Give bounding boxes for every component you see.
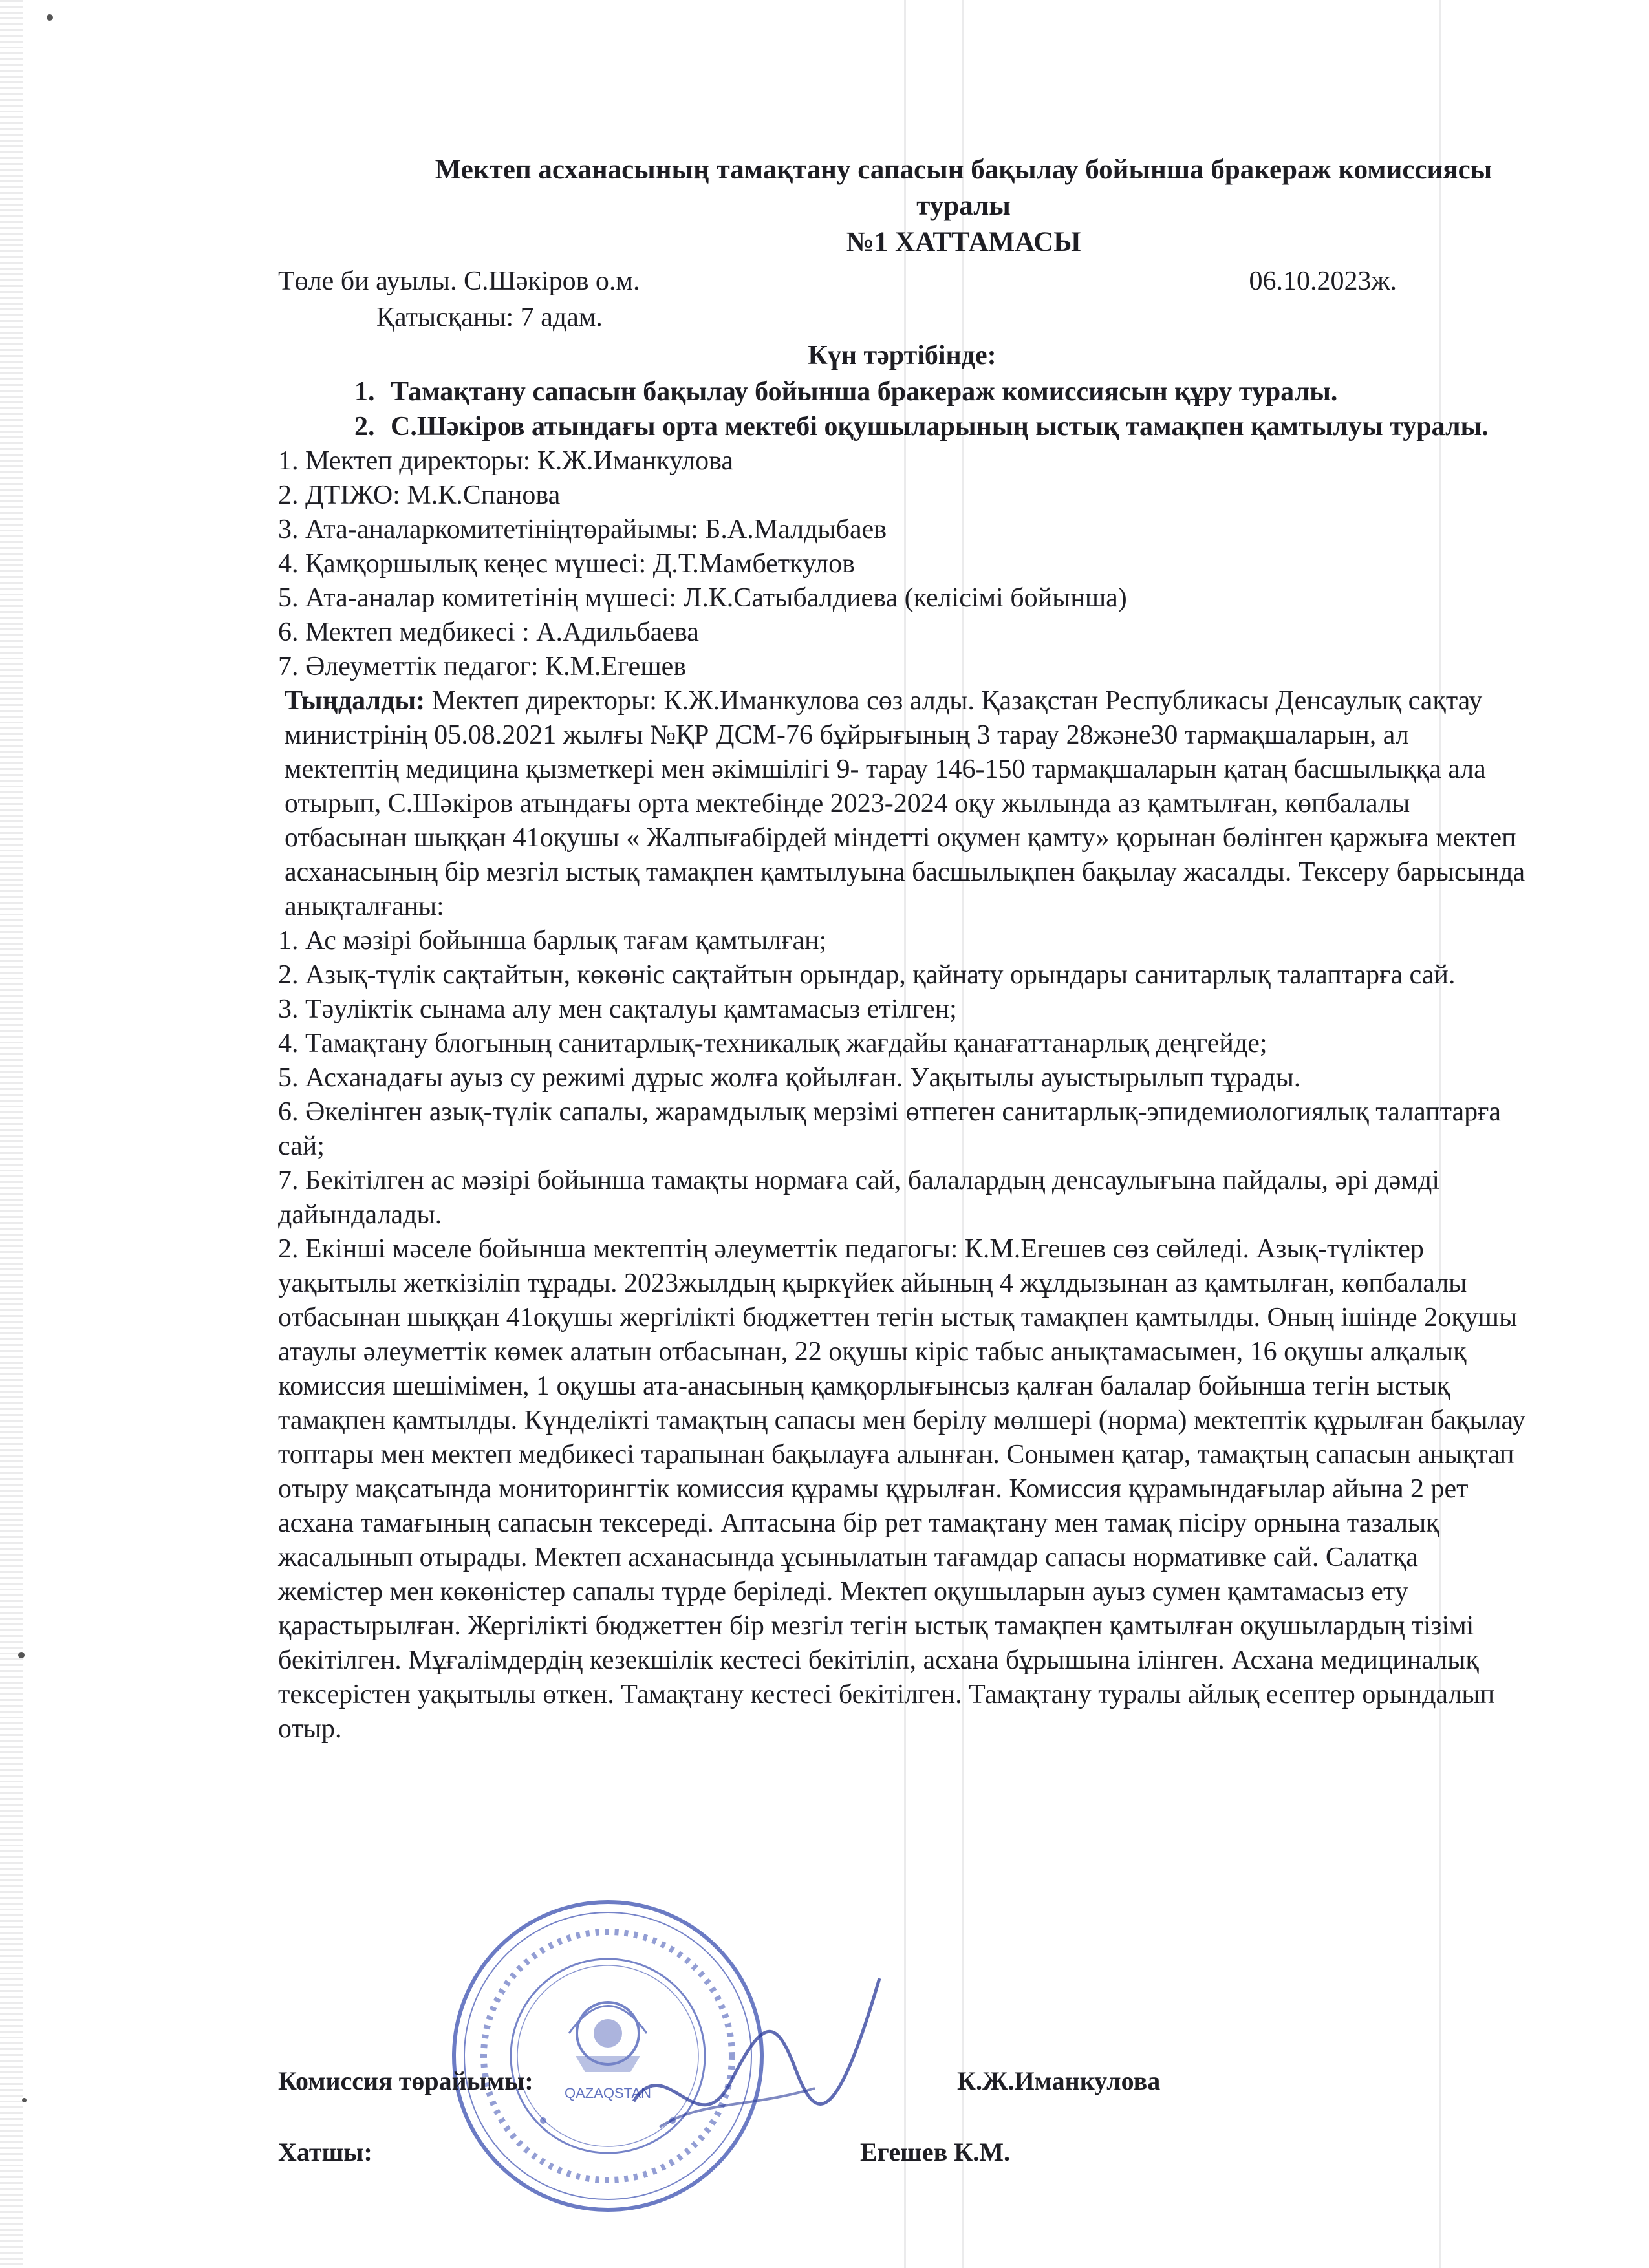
member-item: 4. Қамқоршылық кеңес мүшесі: Д.Т.Мамбеткулов — [278, 549, 855, 579]
second-issue-paragraph: 2. Екінші мәселе бойынша мектептің әлеуметтік педагогы: К.М.Егешев сөз сөйледі. Азық-түліктер уақытылы жеткізіліп тұрады. 2023жылдың қыркүйек айының 4 жұлдызынан аз қамтылған, көпбалалы отбасынан шыққан 41оқушы жергілікті бюджеттен тегін ыстық тамақпен қамтылды. Оның ішінде 2оқушы атаулы әлеуметтік көмек алатын отбасынан, 22 оқушы кіріс табыс анықтамасымен, 16 оқушы алқалық комиссия шешімімен, 1 оқушы ата-анасының қамқорлығынсыз қалған балалар бойынша тегін ыстық тамақпен қамтылды. Күнделікті тамақтың сапасы мен берілу мөлшері (норма) мектептік құрылған бақылау топтары мен мектеп медбикесі тарапынан бақылауға алынған. Сонымен қатар, тамақтың сапасын анықтап отыру мақсатында мониторингтік комиссия құрамы құрылған. Комиссия құрамындағылар айына 2 рет асхана тамағының сапасын тексереді. Аптасына бір рет тамақтану мен тамақ пісіру орнына тазалық жасалынып отырады. Мектеп асханасында ұсынылатын тағамдар сапасы нормативке сай. Салатқа жемістер мен көкөністер сапалы түрде беріледі. Мектеп оқушыларын ауыз сумен қамтамасыз ету қарастырылған. Жергілікті бюджеттен бір мезгіл тегін ыстық тамақпен қамтылған оқушылардың тізімі бекітілген. Мұғалімдердің кезекшілік кестесі бекітіліп, асхана бұрышына ілінген. Асхана медициналық тексерістен уақытылы өткен. Тамақтану кестесі бекітілген. Тамақтану туралы айлық есептер орындалып отыр. — [278, 1234, 1526, 1744]
findings-list — [278, 924, 1526, 1232]
scan-speck — [18, 1652, 25, 1658]
title-line-1: Мектеп асханасының тамақтану сапасын бақылау бойынша бракераж комиссиясы — [435, 155, 1493, 185]
members-list — [278, 444, 1526, 684]
signature-row-secretary — [278, 2137, 1526, 2208]
finding-item: 7. Бекітілген ас мәзірі бойынша тамақты нормаға сай, балалардың денсаулығына пайдалы, әрі дәмді дайындалады. — [278, 1166, 1439, 1230]
member-item: 3. Ата-аналаркомитетініңтөрайымы: Б.А.Малдыбаев — [278, 515, 887, 544]
finding-item: 2. Азық-түлік сақтайтын, көкөніс сақтайтын орындар, қайнату орындары санитарлық талаптарға сай. — [278, 960, 1456, 990]
signatures-block — [278, 2066, 1526, 2208]
chair-name: К.Ж.Иманкулова — [957, 2066, 1161, 2095]
document-body — [278, 152, 1526, 1746]
title-line-2: туралы — [916, 191, 1011, 221]
agenda-item: 1. Тамақтану сапасын бақылау бойынша бракераж комиссиясын құру туралы. — [382, 374, 1526, 409]
member-item: 1. Мектеп директоры: К.Ж.Иманкулова — [278, 446, 734, 476]
chair-role: Комиссия төрайымы: — [278, 2066, 534, 2095]
document-title — [278, 152, 1526, 261]
date: 06.10.2023ж. — [1249, 266, 1397, 296]
finding-item: 6. Әкелінген азық-түлік сапалы, жарамдылық мерзімі өтпеген санитарлық-эпидемиологиялық талаптарға сай; — [278, 1097, 1502, 1161]
place: Төле би ауылы. С.Шәкіров о.м. — [278, 266, 640, 296]
member-item: 2. ДТІЖО: М.К.Спанова — [278, 480, 561, 510]
agenda-list — [278, 374, 1526, 444]
secretary-name: Егешев К.М. — [860, 2137, 1010, 2166]
scan-speck — [22, 2098, 27, 2102]
member-item: 7. Әлеуметтік педагог: К.М.Егешев — [278, 652, 687, 681]
finding-item: 3. Тәуліктік сынама алу мен сақталуы қамтамасыз етілген; — [278, 994, 957, 1024]
finding-item: 4. Тамақтану блогының санитарлық-техникалық жағдайы қанағаттанарлық деңгейде; — [278, 1029, 1267, 1058]
secretary-role: Хатшы: — [278, 2137, 372, 2166]
agenda-item: 2. С.Шәкіров атындағы орта мектебі оқушыларының ыстық тамақпен қамтылуы туралы. — [382, 409, 1526, 444]
finding-item: 1. Ас мәзірі бойынша барлық тағам қамтылған; — [278, 926, 827, 956]
signature-row-chair — [278, 2066, 1526, 2137]
attendance: Қатысқаны: 7 адам. — [376, 303, 603, 332]
minutes-text — [278, 684, 1526, 1746]
scan-edge-artifact — [0, 0, 23, 2268]
member-item: 5. Ата-аналар комитетінің мүшесі: Л.К.Сатыбалдиева (келісімі бойынша) — [278, 583, 1127, 613]
finding-item: 5. Асханадағы ауыз су режимі дұрыс жолға қойылған. Уақытылы ауыстырылып тұрады. — [278, 1063, 1301, 1093]
protocol-number: №1 ХАТТАМАСЫ — [846, 227, 1081, 257]
scan-speck — [47, 14, 53, 21]
stamp-center-text: QAZAQSTAN — [564, 2085, 652, 2101]
place-date-row — [278, 263, 1526, 299]
heard-label: Тыңдалды: — [285, 686, 426, 716]
agenda-title: Күн тәртібінде: — [808, 341, 997, 370]
heard-text: Мектеп директоры: К.Ж.Иманкулова сөз алды. Қазақстан Республикасы Денсаулық сақтау министрінің 05.08.2021 жылғы №ҚР ДСМ-76 бұйрығының 3 тарау 28және30 тармақшаларын, ал мектептің медицина қызметкері мен әкімшілігі 9- тарау 146-150 тармақшаларын қатаң басшылыққа ала отырып, С.Шәкіров атындағы орта мектебінде 2023-2024 оқу жылында аз қамтылған, көпбалалы отбасынан шыққан 41оқушы « Жалпығабірдей міндетті оқумен қамту» қорынан бөлінген қаржыға мектеп асханасының бір мезгіл ыстық тамақпен қамтылуына басшылықпен бақылау жасалды. Тексеру барысында анықталғаны: — [285, 686, 1525, 921]
heard-paragraph — [278, 684, 1526, 924]
member-item: 6. Мектеп медбикесі : А.Адильбаева — [278, 617, 699, 647]
